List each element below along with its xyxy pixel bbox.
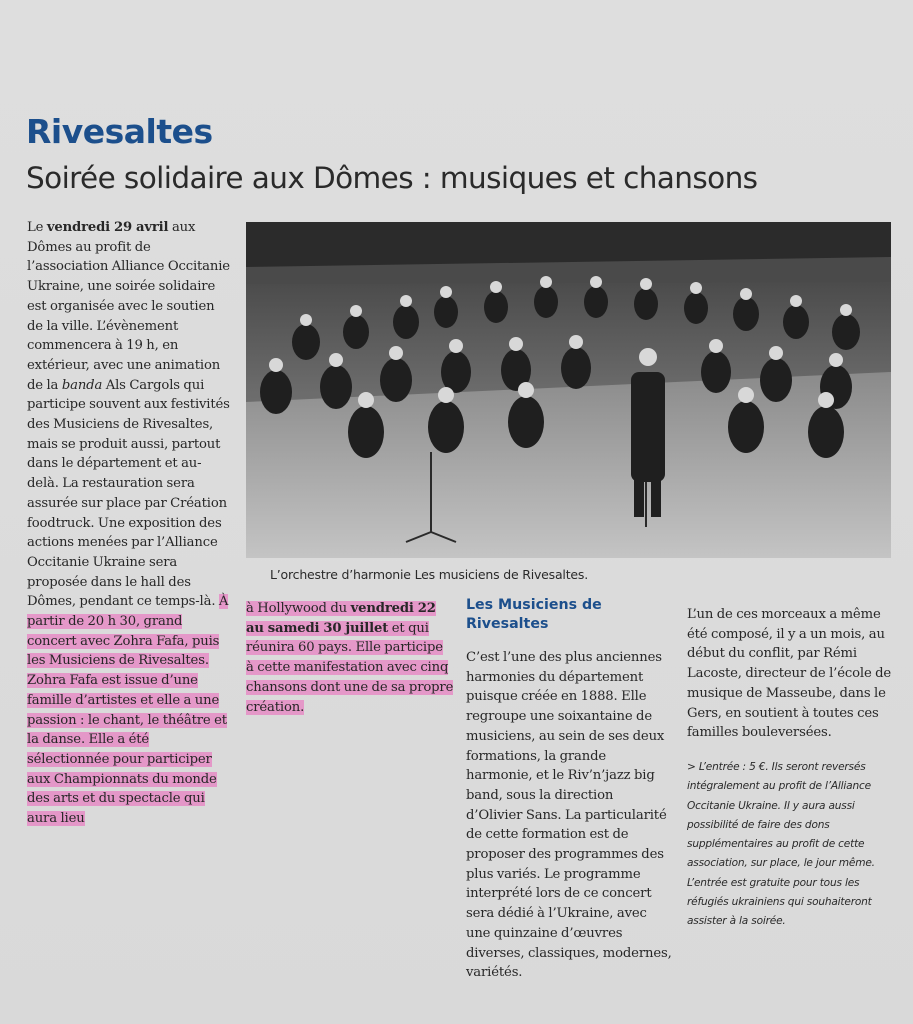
article-column-1 — [27, 218, 231, 829]
highlighted-passage: À partir de 20 h 30, grand concert avec Zohra Fafa, puis les Musiciens de Rivesaltes. Zohra Fafa est issue d’une famille d’artistes et elle a une passion : le chant, le théâtre et la danse. Elle a été sélectionnée pour participer aux Championnats du monde des arts et du spectacle qui aura lieu — [27, 594, 229, 827]
event-date-july: vendredi 22 au samedi 30 juillet — [246, 601, 436, 636]
entry-info-note: > L’entrée : 5 €. Ils seront reversés intégralement au profit de l’Alliance Occitanie Ukraine. Il y aura aussi possibilité de faire des dons supplémentaires au profit de cette association, sur place, le jour même. L’entrée est gratuite pour tous les réfugiés ukrainiens qui souhaiteront assister à la soirée. — [687, 761, 875, 928]
col1-text-b: aux Dômes au profit de l’association Alliance Occitanie Ukraine, une soirée solidaire est organisée avec le soutien de la ville. L’évènement commencera à 19 h, en extérieur, avec une animation de la — [27, 220, 230, 393]
section-subhead: Les Musiciens de Rivesaltes — [466, 597, 602, 632]
article-column-2 — [246, 599, 454, 717]
photo-caption: L’orchestre d’harmonie Les musiciens de Rivesaltes. — [270, 567, 588, 582]
col2-text-a: à Hollywood du — [246, 601, 351, 616]
col2-text-b: et qui réunira 60 pays. Elle participe à cette manifestation avec cinq chansons dont une de sa propre création. — [246, 620, 454, 715]
orchestra-photo — [246, 222, 891, 558]
section-kicker: Rivesaltes — [26, 112, 213, 151]
orchestra-photo-illustration — [246, 222, 891, 558]
banda-word: banda — [61, 377, 103, 393]
col1-text-a: Le — [27, 220, 47, 235]
article-column-4: L’un de ces morceaux a même été composé, il y a un mois, au début du conflit, par Rémi Lacoste, directeur de l’école de musique de Masseube, dans le Gers, en soutient à toutes ces familles bouleversées. — [687, 607, 892, 741]
event-date-april: vendredi 29 avril — [46, 220, 169, 235]
col1-text-c: Als Cargols qui participe souvent aux festivités des Musiciens de Rivesaltes, mais se produit aussi, partout dans le département et au-delà. La restauration sera assurée sur place par Création foodtruck. Une exposition des actions menées par l’Alliance Occitanie Ukraine sera proposée dans le hall des Dômes, pendant ce temps-là. — [27, 377, 230, 610]
article-headline: Soirée solidaire aux Dômes : musiques et chansons — [26, 161, 758, 195]
article-column-3: C’est l’une des plus anciennes harmonies du département puisque créée en 1888. Elle regroupe une soixantaine de musiciens, au sein de ses deux formations, la grande harmonie, et le Riv’n’jazz big band, sous la direction d’Olivier Sans. La particularité de cette formation est de proposer des programmes des plus variés. Le programme interprété lors de ce concert sera dédié à l’Ukraine, avec une quinzaine d’œuvres diverses, classiques, modernes, variétés. — [466, 650, 672, 981]
